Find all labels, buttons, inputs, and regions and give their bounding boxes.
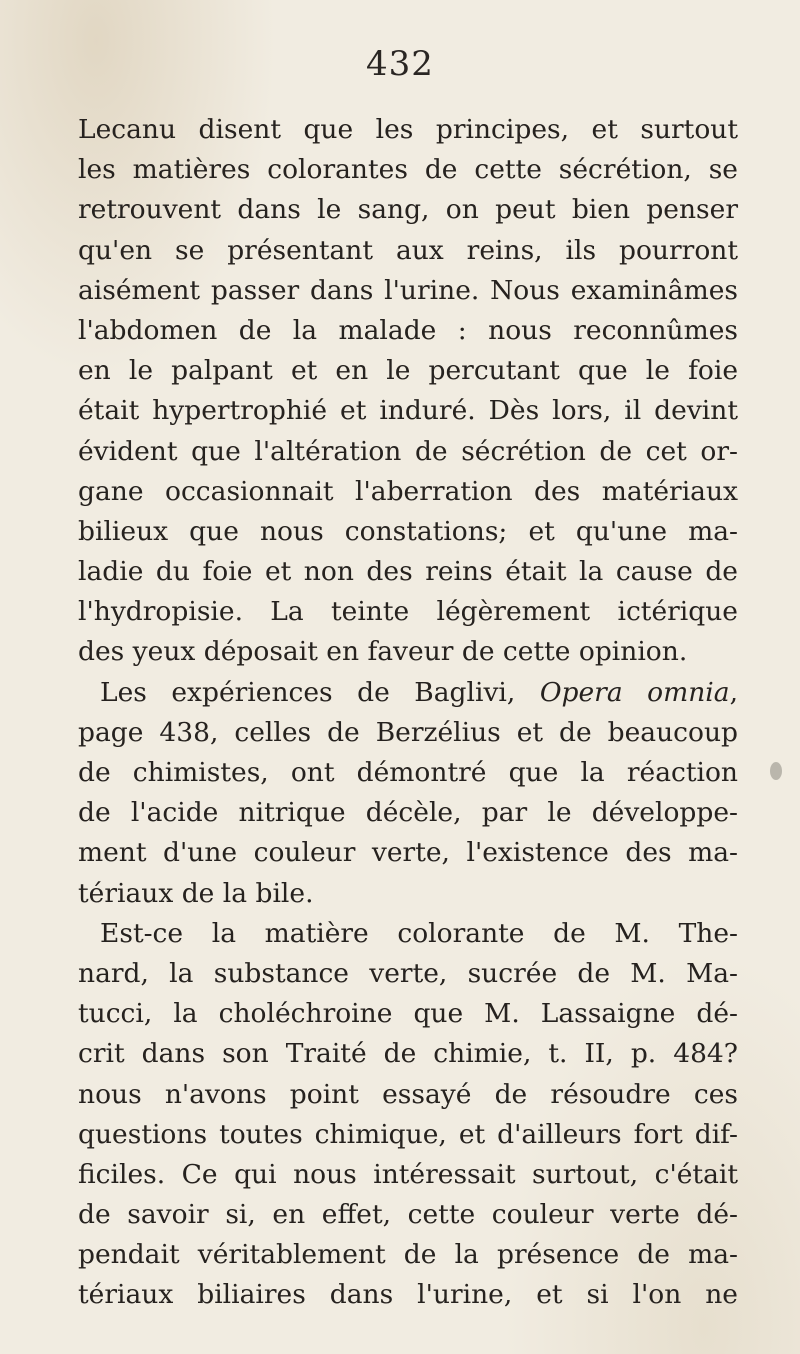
text-line [78, 311, 738, 351]
text-segment: des yeux déposait en faveur de cette opinion. [78, 636, 688, 668]
margin-blot [770, 762, 782, 780]
italic-title: Opera omnia [539, 676, 730, 708]
text-segment: en le palpant et en le percutant que le foie [78, 355, 738, 387]
text-segment: ment d'une couleur verte, l'existence des ma- [78, 837, 738, 869]
text-line [78, 753, 738, 793]
text-segment: questions toutes chimique, et d'ailleurs fort dif- [78, 1118, 738, 1150]
text-segment: retrouvent dans le sang, on peut bien penser [78, 194, 738, 226]
text-line [78, 150, 738, 190]
text-segment: nard, la substance verte, sucrée de M. Ma- [78, 957, 738, 989]
text-line [78, 673, 738, 713]
text-segment: tériaux de la bile. [78, 877, 314, 909]
text-line [78, 351, 738, 391]
text-segment: tucci, la choléchroine que M. Lassaigne dé- [78, 998, 738, 1030]
text-line [78, 914, 738, 954]
text-line [78, 231, 738, 271]
text-line [78, 1275, 738, 1315]
text-line [78, 954, 738, 994]
text-segment: ladie du foie et non des reins était la cause de [78, 556, 738, 588]
text-line [78, 110, 738, 150]
text-line [78, 1195, 738, 1235]
text-segment: l'abdomen de la malade : nous reconnûmes [78, 314, 738, 346]
text-segment: pendait véritablement de la présence de ma- [78, 1239, 738, 1271]
text-line [78, 391, 738, 431]
text-line [78, 833, 738, 873]
text-segment: tériaux biliaires dans l'urine, et si l'on ne [78, 1279, 738, 1311]
text-segment: qu'en se présentant aux reins, ils pourront [78, 234, 738, 266]
page-number: 432 [366, 44, 434, 84]
text-line [78, 512, 738, 552]
text-segment: était hypertrophié et induré. Dès lors, il devint [78, 395, 738, 427]
text-segment: , [729, 676, 738, 708]
text-segment: bilieux que nous constations; et qu'une ma- [78, 515, 738, 547]
text-line [78, 1034, 738, 1074]
body-text [78, 110, 738, 1316]
text-segment: gane occasionnait l'aberration des matériaux [78, 475, 738, 507]
text-line [78, 271, 738, 311]
text-segment: Est-ce la matière colorante de M. The- [100, 917, 738, 949]
text-segment: de chimistes, ont démontré que la réaction [78, 757, 738, 788]
text-segment: l'hydropisie. La teinte légèrement ictérique [78, 596, 738, 628]
text-line [78, 874, 738, 914]
text-line [78, 1235, 738, 1275]
text-segment: nous n'avons point essayé de résoudre ces [78, 1078, 738, 1110]
text-line [78, 432, 738, 472]
text-segment: Les expériences de Baglivi, [100, 676, 540, 708]
text-segment: ficiles. Ce qui nous intéressait surtout, c'était [78, 1158, 738, 1190]
text-line [78, 190, 738, 230]
text-segment: crit dans son Traité de chimie, t. II, p. 484? [78, 1038, 738, 1070]
text-segment: évident que l'altération de sécrétion de cet or- [78, 435, 738, 467]
text-line [78, 632, 738, 672]
text-line [78, 793, 738, 833]
text-line [78, 1075, 738, 1115]
text-segment: de savoir si, en effet, cette couleur verte dé- [78, 1199, 738, 1231]
text-segment: Lecanu disent que les principes, et surtout [78, 114, 738, 145]
text-segment: de l'acide nitrique décèle, par le développe- [78, 797, 738, 829]
text-segment: page 438, celles de Berzélius et de beaucoup [78, 716, 738, 748]
text-line [78, 1115, 738, 1155]
text-line [78, 472, 738, 512]
text-segment: aisément passer dans l'urine. Nous examinâmes [78, 274, 738, 306]
text-line [78, 1155, 738, 1195]
text-line [78, 994, 738, 1034]
text-line [78, 713, 738, 753]
text-line [78, 592, 738, 632]
text-segment: les matières colorantes de cette sécrétion, se [78, 154, 738, 186]
text-line [78, 552, 738, 592]
